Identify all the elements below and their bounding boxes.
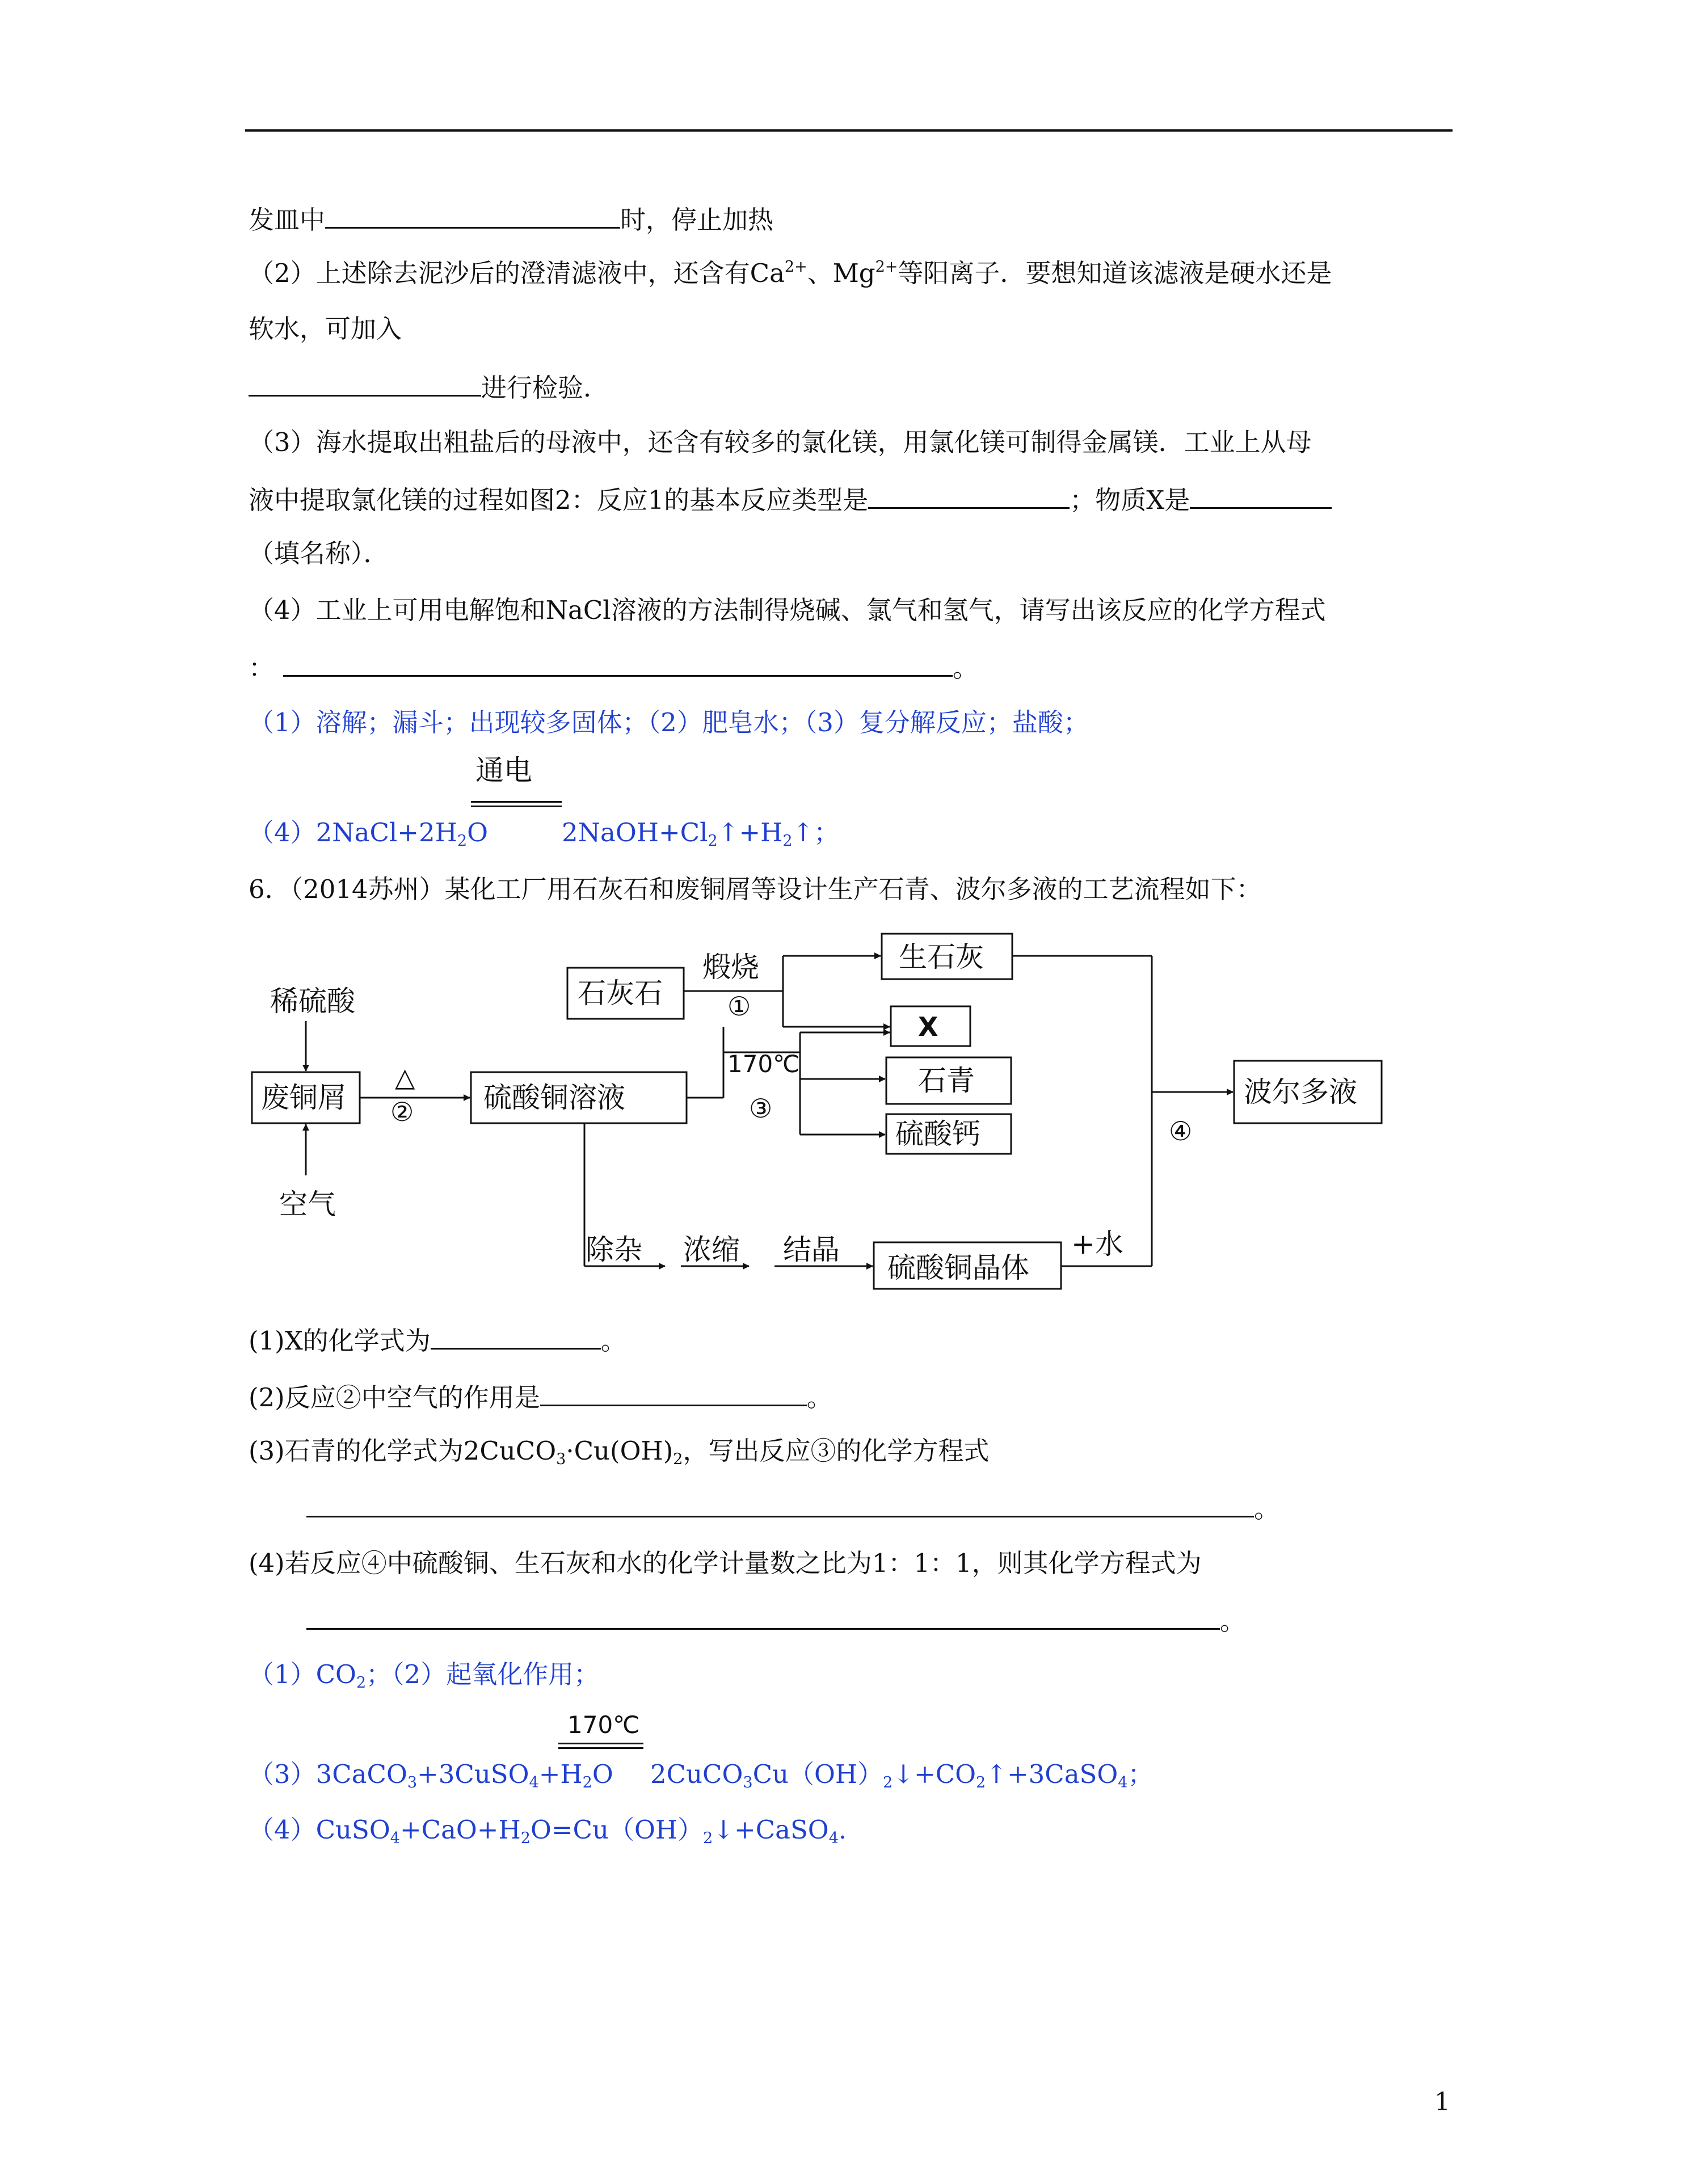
q5-answer-line2: $(4)2NaCl+2H_2O$ xyxy=(249,817,488,850)
answer-blank[interactable] xyxy=(283,649,953,677)
answer-blank[interactable] xyxy=(249,369,481,397)
q5-part4-line1: （4）工业上可用电解饱和NaCl溶液的方法制得烧碱、氯气和氢气，请写出该反应的化学方程式 xyxy=(249,595,1326,625)
label-air: 空气 xyxy=(279,1188,336,1221)
answer-blank[interactable] xyxy=(868,481,1070,509)
label-crystallize: 结晶 xyxy=(783,1233,840,1266)
answer-blank[interactable] xyxy=(431,1322,601,1350)
label-calcium-sulfate: 硫酸钙 xyxy=(895,1118,980,1150)
page-number: 1 xyxy=(1434,2088,1450,2116)
label-step4: ④ xyxy=(1169,1116,1193,1146)
q5-part2-line2: 软水，可加入 xyxy=(249,314,402,344)
answer-blank[interactable] xyxy=(1190,481,1332,509)
label-bordeaux: 波尔多液 xyxy=(1244,1076,1357,1108)
q5-part3-line1: （3）海水提取出粗盐后的母液中，还含有较多的氯化镁，用氯化镁可制得金属镁．工业上从母 xyxy=(249,427,1312,457)
label-concentrate: 浓缩 xyxy=(683,1233,740,1266)
q6-sub4-blank-line: 。 xyxy=(306,1602,1245,1638)
q5-part2-line1: （2）上述除去泥沙后的澄清滤液中，还含有$Ca^{2+}$、$Mg^{2+}$等阳离子．要想知道该滤液是硬水还是 xyxy=(249,258,1332,288)
label-remove-impurity: 除杂 xyxy=(586,1233,642,1266)
q6-sub3: (3)石青的化学式为$2CuCO_3\cdot Cu(OH)_2$，写出反应③的化学方程式 xyxy=(249,1436,990,1468)
condition-rule xyxy=(558,1743,643,1744)
header-rule xyxy=(245,129,1453,132)
label-x: X xyxy=(918,1011,938,1042)
answer-blank[interactable] xyxy=(540,1378,807,1406)
q6-answer-line1: $(1)CO_2$；（2）起氧化作用； xyxy=(249,1659,600,1692)
q5-part2-line3: 进行检验． xyxy=(249,369,609,405)
q6-answer-line3-products: $2CuCO_3Cu(OH)_2↓+CO_2↑+3CaSO_4$； xyxy=(650,1759,1154,1791)
label-quicklime: 生石灰 xyxy=(899,941,984,973)
process-flow-diagram xyxy=(238,930,1396,1316)
q5-line1: 发皿中 时，停止加热 xyxy=(249,201,773,237)
label-step2: ② xyxy=(390,1097,414,1127)
q6-sub4: (4)若反应④中硫酸铜、生石灰和水的化学计量数之比为1：1：1，则其化学方程式为 xyxy=(249,1548,1202,1578)
label-copper-sulfate-crystal: 硫酸铜晶体 xyxy=(887,1251,1029,1284)
q6-answer-line3: $(3)3CaCO_3+3CuSO_4+H_2O$ xyxy=(249,1759,613,1791)
label-scrap-copper: 废铜屑 xyxy=(261,1081,346,1114)
q6-sub2: (2)反应②中空气的作用是 。 xyxy=(249,1378,832,1415)
q5-part4-line2: ： 。 xyxy=(249,649,978,685)
condition-rule xyxy=(471,806,562,807)
label-step1: ① xyxy=(727,991,751,1022)
label-azurite: 石青 xyxy=(918,1064,975,1097)
label-copper-sulfate-solution: 硫酸铜溶液 xyxy=(483,1081,625,1114)
answer-blank[interactable] xyxy=(325,201,620,229)
q5-part3-line3: （填名称）． xyxy=(249,538,389,568)
q5-answer-line2-products: $2NaOH+Cl_2↑+H_2↑$； xyxy=(562,817,840,850)
label-heat: △ xyxy=(395,1062,415,1093)
q6-answer-line4: $(4)CuSO_4+CaO+H_2O=Cu(OH)_2↓+CaSO_4$. xyxy=(249,1815,847,1847)
temperature-condition: 170℃ xyxy=(567,1711,640,1739)
condition-rule xyxy=(471,801,562,803)
q5-part3-line2: 液中提取氯化镁的过程如图2：反应1的基本反应类型是 ；物质X是 xyxy=(249,481,1332,517)
q6-sub3-blank-line: 。 xyxy=(306,1490,1279,1526)
electrolysis-condition: 通电 xyxy=(475,754,532,787)
q5-answer-line1: （1）溶解；漏斗；出现较多固体；（2）肥皂水；（3）复分解反应；盐酸； xyxy=(249,707,1089,737)
label-limestone: 石灰石 xyxy=(578,977,663,1010)
label-calcine: 煅烧 xyxy=(702,951,759,984)
label-temp: 170℃ xyxy=(727,1050,800,1078)
label-add-water: +水 xyxy=(1071,1228,1123,1260)
answer-blank[interactable] xyxy=(306,1490,1254,1517)
label-step3: ③ xyxy=(749,1093,773,1124)
label-dilute-acid: 稀硫酸 xyxy=(270,985,355,1018)
answer-blank[interactable] xyxy=(306,1602,1220,1630)
q6-sub1: (1)X的化学式为 。 xyxy=(249,1322,626,1358)
condition-rule xyxy=(558,1747,643,1749)
q6-title: 6．（2014苏州）某化工厂用石灰石和废铜屑等设计生产石青、波尔多液的工艺流程如下： xyxy=(249,874,1262,904)
